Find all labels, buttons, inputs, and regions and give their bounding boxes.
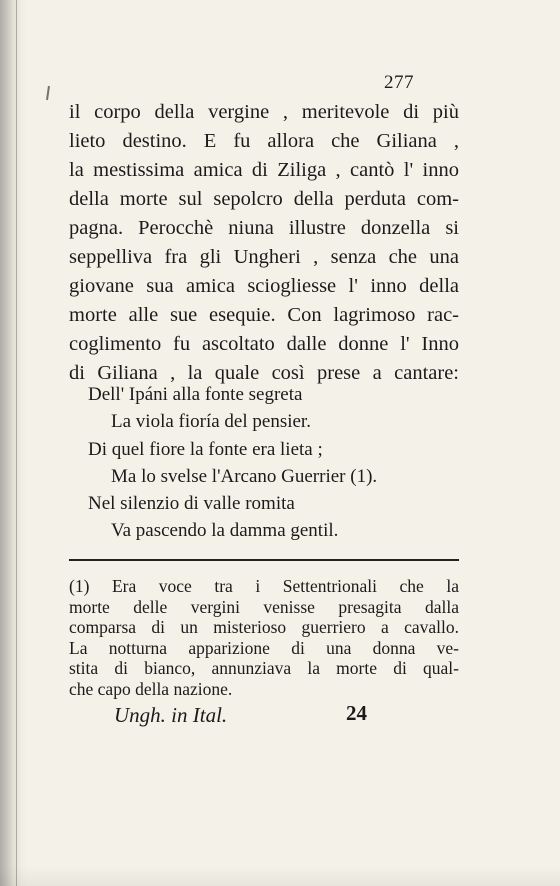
footnote-line: (1) Era voce tra i Settentrionali che la bbox=[69, 576, 459, 596]
signature-mark: Ungh. in Ital. bbox=[114, 703, 228, 727]
poem-line: Di quel fiore la fonte era lieta ; bbox=[88, 438, 323, 460]
prose-line: lieto destino. E fu allora che Giliana , bbox=[69, 130, 459, 152]
page-edge-line bbox=[16, 0, 17, 886]
prose-line: il corpo della vergine , meritevole di più bbox=[69, 101, 459, 123]
footnote-line: stita di bianco, annunziava la morte di qual- bbox=[69, 658, 459, 678]
footnote-line: La notturna apparizione di una donna ve- bbox=[69, 637, 459, 658]
footnote-line: che capo della nazione. bbox=[69, 678, 233, 699]
prose-line: coglimento fu ascoltato dalle donne l' Inno bbox=[69, 333, 459, 355]
prose-line: di Giliana , la quale così prese a cantare: bbox=[69, 362, 459, 384]
poem-line: Nel silenzio di valle romita bbox=[88, 493, 295, 515]
page-gutter-shadow bbox=[0, 0, 22, 886]
poem-line: Dell' Ipáni alla fonte segreta bbox=[88, 384, 303, 405]
prose-line: della morte sul sepolcro della perduta com- bbox=[69, 188, 459, 210]
poem-line: Ma lo svelse l'Arcano Guerrier (1). bbox=[111, 465, 378, 487]
footnote-line: comparsa di un misterioso guerriero a cavallo. bbox=[69, 617, 459, 637]
poem-stanza bbox=[88, 381, 448, 545]
prose-line: la mestissima amica di Ziliga , cantò l' inno bbox=[69, 159, 459, 181]
gathering-number: 24 bbox=[346, 701, 367, 725]
footnote-divider bbox=[69, 559, 459, 561]
prose-line: pagna. Perocchè niuna illustre donzella si bbox=[69, 217, 459, 239]
prose-line: seppelliva fra gli Ungheri , senza che una bbox=[69, 246, 459, 268]
footnote-line: morte delle vergini venisse presagita dalla bbox=[69, 596, 459, 617]
page-number: 277 bbox=[384, 72, 414, 93]
footnote bbox=[69, 576, 459, 699]
poem-line: La viola fioría del pensier. bbox=[111, 411, 311, 433]
prose-paragraph bbox=[69, 98, 459, 388]
poem-line: Va pascendo la damma gentil. bbox=[111, 520, 339, 542]
prose-line: morte alle sue esequie. Con lagrimoso rac- bbox=[69, 304, 459, 326]
margin-mark bbox=[46, 86, 50, 100]
prose-line: giovane sua amica sciogliesse l' inno della bbox=[69, 275, 459, 297]
